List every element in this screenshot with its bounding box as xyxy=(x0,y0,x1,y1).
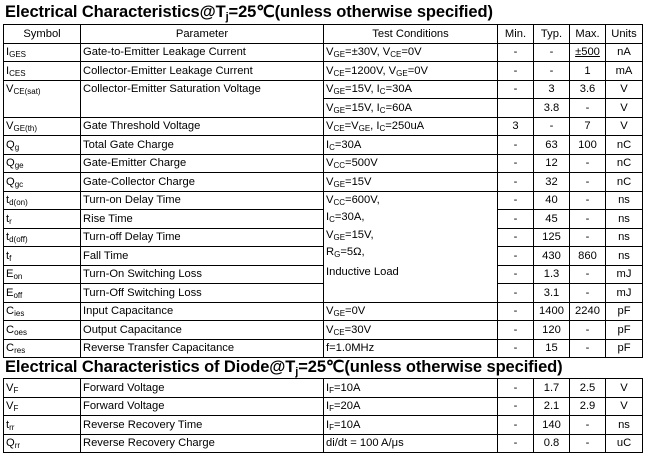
condition-line: f=1.0MHz xyxy=(326,342,375,355)
min-cell: - xyxy=(498,210,534,229)
unit-cell: nC xyxy=(606,173,643,192)
unit-cell: mJ xyxy=(606,265,643,284)
symbol-cell: $t_{rr}$ xyxy=(4,416,81,435)
typ-cell: 2.1 xyxy=(534,397,570,416)
typ-cell: 3.1 xyxy=(534,284,570,303)
symbol-cell: $Q_{gc}$ xyxy=(4,173,81,192)
header-symbol: Symbol xyxy=(4,25,81,44)
typ-cell: 1.7 xyxy=(534,379,570,398)
max-cell: - xyxy=(570,191,606,210)
symbol-cell: $t_{d(off)}$ xyxy=(4,228,81,247)
conditions-cell xyxy=(324,62,498,81)
max-cell: - xyxy=(570,173,606,192)
table-row xyxy=(4,321,643,340)
typ-cell: 430 xyxy=(534,247,570,266)
unit-cell: nA xyxy=(606,43,643,62)
typ-cell: - xyxy=(534,62,570,81)
max-cell: - xyxy=(570,265,606,284)
header-conditions: Test Conditions xyxy=(324,25,498,44)
max-cell: - xyxy=(570,154,606,173)
conditions-cell xyxy=(324,43,498,62)
table-row xyxy=(4,284,643,303)
parameter-cell: Turn-On Switching Loss xyxy=(81,265,324,284)
condition-line: $I_F=20A$ xyxy=(326,400,361,414)
max-cell: - xyxy=(570,210,606,229)
min-cell: - xyxy=(498,154,534,173)
typ-cell: 0.8 xyxy=(534,434,570,453)
min-cell: - xyxy=(498,321,534,340)
condition-line: $I_C=30A$ xyxy=(326,138,362,152)
parameter-cell: Input Capacitance xyxy=(81,302,324,321)
diode-characteristics-table xyxy=(3,378,643,453)
parameter-cell: Reverse Recovery Time xyxy=(81,416,324,435)
table-row xyxy=(4,191,643,210)
unit-cell: pF xyxy=(606,321,643,340)
table-row xyxy=(4,228,643,247)
min-cell: - xyxy=(498,247,534,266)
conditions-cell-switching xyxy=(324,191,498,302)
igbt-section-title: Electrical $Characteristics@T_j=25℃(unless$ otherwise specified) xyxy=(5,3,493,23)
symbol-cell: $E_{off}$ xyxy=(4,284,81,303)
conditions-cell xyxy=(324,154,498,173)
header-parameter: Parameter xyxy=(81,25,324,44)
header-min: Min. xyxy=(498,25,534,44)
max-cell: - xyxy=(570,284,606,303)
unit-cell: V xyxy=(606,379,643,398)
condition-line: $V_{CE}=V_{GE}$, $I_C=250uA$ xyxy=(326,120,425,134)
typ-cell: 32 xyxy=(534,173,570,192)
condition-line: Inductive Load xyxy=(326,265,399,278)
condition-line: $V_{GE}=15V$, $I_C=30A$ xyxy=(326,83,413,97)
igbt-characteristics-table xyxy=(3,24,643,358)
unit-cell: ns xyxy=(606,416,643,435)
min-cell: - xyxy=(498,80,534,99)
typ-cell: 15 xyxy=(534,339,570,358)
table-row xyxy=(4,265,643,284)
max-cell: 3.6 xyxy=(570,80,606,99)
conditions-cell xyxy=(324,321,498,340)
typ-cell: 45 xyxy=(534,210,570,229)
max-cell: 860 xyxy=(570,247,606,266)
symbol-cell: $I_{CES}$ xyxy=(4,62,81,81)
conditions-cell xyxy=(324,80,498,99)
table-row xyxy=(4,379,643,398)
conditions-cell xyxy=(324,173,498,192)
symbol-cell: $C_{res}$ xyxy=(4,339,81,358)
condition-line: $V_{CC}=600V$, xyxy=(326,193,380,207)
conditions-cell xyxy=(324,434,498,453)
max-cell: 2240 xyxy=(570,302,606,321)
unit-cell: mJ xyxy=(606,284,643,303)
conditions-cell xyxy=(324,379,498,398)
table-row xyxy=(4,154,643,173)
conditions-cell xyxy=(324,99,498,118)
typ-cell: 125 xyxy=(534,228,570,247)
typ-cell: 12 xyxy=(534,154,570,173)
conditions-cell xyxy=(324,416,498,435)
min-cell: - xyxy=(498,62,534,81)
parameter-cell: Collector-Emitter Leakage Current xyxy=(81,62,324,81)
parameter-cell: Total Gate Charge xyxy=(81,136,324,155)
symbol-cell: $C_{ies}$ xyxy=(4,302,81,321)
parameter-cell: Output Capacitance xyxy=(81,321,324,340)
min-cell: - xyxy=(498,136,534,155)
symbol-cell: $V_F$ xyxy=(4,397,81,416)
condition-line: $I_F=10A$ xyxy=(326,381,361,395)
header-max: Max. xyxy=(570,25,606,44)
symbol-cell: $V_{GE(th)}$ xyxy=(4,117,81,136)
unit-cell: ns xyxy=(606,228,643,247)
conditions-cell xyxy=(324,117,498,136)
unit-cell: uC xyxy=(606,434,643,453)
max-cell: - xyxy=(570,416,606,435)
unit-cell: ns xyxy=(606,191,643,210)
parameter-cell: Gate-to-Emitter Leakage Current xyxy=(81,43,324,62)
parameter-cell: Reverse Recovery Charge xyxy=(81,434,324,453)
min-cell: - xyxy=(498,379,534,398)
condition-line: $V_{CC}=500V$ xyxy=(326,157,378,171)
symbol-cell: $Q_{ge}$ xyxy=(4,154,81,173)
min-cell: - xyxy=(498,265,534,284)
max-cell: 7 xyxy=(570,117,606,136)
parameter-cell: Gate-Collector Charge xyxy=(81,173,324,192)
unit-cell: V xyxy=(606,397,643,416)
max-cell: 2.5 xyxy=(570,379,606,398)
table-header-row xyxy=(4,25,643,44)
table-row xyxy=(4,117,643,136)
min-cell: - xyxy=(498,173,534,192)
min-cell: - xyxy=(498,43,534,62)
min-cell: - xyxy=(498,191,534,210)
header-units: Units xyxy=(606,25,643,44)
max-cell: - xyxy=(570,228,606,247)
table-row xyxy=(4,173,643,192)
typ-cell: 40 xyxy=(534,191,570,210)
min-cell: - xyxy=(498,339,534,358)
table-row xyxy=(4,302,643,321)
min-cell: 3 xyxy=(498,117,534,136)
max-cell: - xyxy=(570,321,606,340)
typ-cell: 3 xyxy=(534,80,570,99)
condition-line: $V_{GE}=0V$ xyxy=(326,305,366,319)
min-cell: - xyxy=(498,416,534,435)
conditions-cell xyxy=(324,136,498,155)
min-cell: - xyxy=(498,397,534,416)
unit-cell: ns xyxy=(606,210,643,229)
typ-cell: 140 xyxy=(534,416,570,435)
symbol-cell: $t_r$ xyxy=(4,210,81,229)
condition-line: di/dt = 100 A/μs xyxy=(326,437,404,450)
typ-cell: 1400 xyxy=(534,302,570,321)
symbol-cell: $E_{on}$ xyxy=(4,265,81,284)
min-cell xyxy=(498,99,534,118)
unit-cell: pF xyxy=(606,339,643,358)
min-cell: - xyxy=(498,284,534,303)
condition-line: $I_F=10A$ xyxy=(326,418,361,432)
unit-cell: ns xyxy=(606,247,643,266)
condition-line: $V_{CE}=30V$ xyxy=(326,323,372,337)
condition-line: $I_C=30A$, xyxy=(326,211,365,224)
max-cell: 2.9 xyxy=(570,397,606,416)
diode-section-title: Electrical Characteristics of $Diode@T_j=25℃(unless$ otherwise specified) xyxy=(5,358,563,378)
min-cell: - xyxy=(498,434,534,453)
table-row xyxy=(4,416,643,435)
min-cell: - xyxy=(498,228,534,247)
max-cell: - xyxy=(570,434,606,453)
symbol-cell: $t_f$ xyxy=(4,247,81,266)
unit-cell: V xyxy=(606,117,643,136)
table-row xyxy=(4,397,643,416)
typ-cell: 63 xyxy=(534,136,570,155)
parameter-cell: Turn-Off Switching Loss xyxy=(81,284,324,303)
typ-cell: 3.8 xyxy=(534,99,570,118)
condition-line: $V_{GE}=15V$, $I_C=60A$ xyxy=(326,101,413,115)
min-cell: - xyxy=(498,302,534,321)
header-typ: Typ. xyxy=(534,25,570,44)
table-row xyxy=(4,80,643,99)
max-cell: - xyxy=(570,339,606,358)
symbol-cell: $Q_g$ xyxy=(4,136,81,155)
table-row xyxy=(4,247,643,266)
conditions-cell xyxy=(324,397,498,416)
symbol-cell: $V_F$ xyxy=(4,379,81,398)
unit-cell: pF xyxy=(606,302,643,321)
condition-line: $V_{GE}=15V$ xyxy=(326,175,372,189)
parameter-cell: Collector-Emitter Saturation Voltage xyxy=(81,80,324,117)
parameter-cell: Forward Voltage xyxy=(81,379,324,398)
table-row xyxy=(4,434,643,453)
conditions-cell xyxy=(324,339,498,358)
conditions-cell xyxy=(324,302,498,321)
symbol-cell: $V_{CE(sat)}$ xyxy=(4,80,81,117)
unit-cell: nC xyxy=(606,136,643,155)
table-row xyxy=(4,136,643,155)
typ-cell: 120 xyxy=(534,321,570,340)
parameter-cell: Fall Time xyxy=(81,247,324,266)
parameter-cell: Gate-Emitter Charge xyxy=(81,154,324,173)
parameter-cell: Gate Threshold Voltage xyxy=(81,117,324,136)
symbol-cell: $Q_{rr}$ xyxy=(4,434,81,453)
max-cell: - xyxy=(570,99,606,118)
condition-line: $V_{CE}=1200V$, $V_{GE}=0V$ xyxy=(326,64,428,78)
max-cell: ±500 xyxy=(570,43,606,62)
max-cell: 100 xyxy=(570,136,606,155)
typ-cell: - xyxy=(534,117,570,136)
symbol-cell: $I_{GES}$ xyxy=(4,43,81,62)
parameter-cell: Turn-off Delay Time xyxy=(81,228,324,247)
unit-cell: V xyxy=(606,80,643,99)
unit-cell: nC xyxy=(606,154,643,173)
condition-line: $R_G=5\Omega$, xyxy=(326,246,365,259)
table-row xyxy=(4,210,643,229)
max-cell: 1 xyxy=(570,62,606,81)
typ-cell: 1.3 xyxy=(534,265,570,284)
parameter-cell: Rise Time xyxy=(81,210,324,229)
parameter-cell: Turn-on Delay Time xyxy=(81,191,324,210)
typ-cell: - xyxy=(534,43,570,62)
symbol-cell: $t_{d(on)}$ xyxy=(4,191,81,210)
symbol-cell: $C_{oes}$ xyxy=(4,321,81,340)
table-row xyxy=(4,339,643,358)
condition-line: $V_{GE}=15V$, xyxy=(326,228,374,242)
unit-cell: mA xyxy=(606,62,643,81)
table-row xyxy=(4,62,643,81)
table-row xyxy=(4,43,643,62)
condition-line: $V_{GE}=\pm 30V$, $V_{CE}=0V$ xyxy=(326,46,422,60)
unit-cell: V xyxy=(606,99,643,118)
parameter-cell: Reverse Transfer Capacitance xyxy=(81,339,324,358)
parameter-cell: Forward Voltage xyxy=(81,397,324,416)
